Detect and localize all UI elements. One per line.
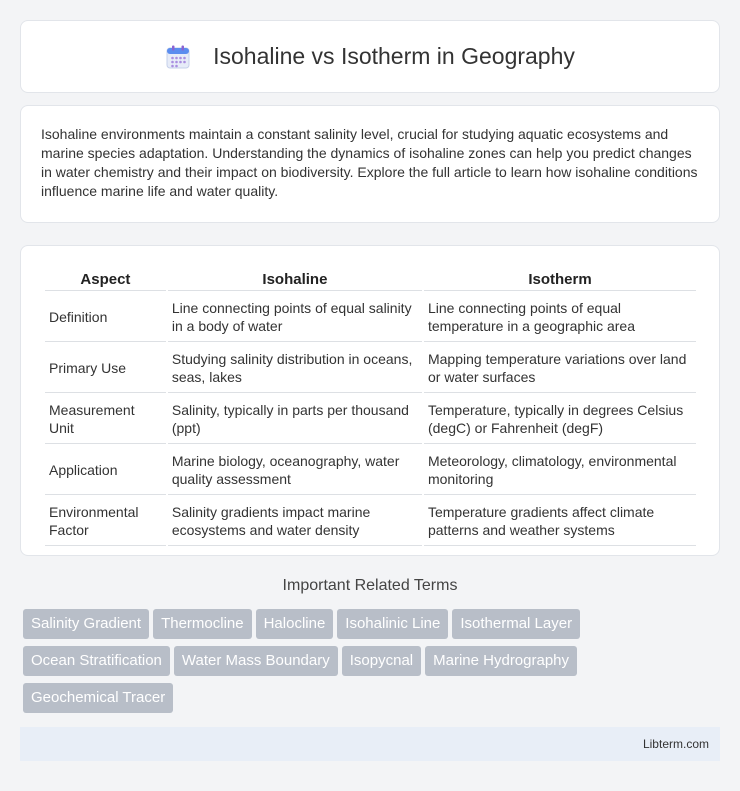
header-isohaline: Isohaline [168,268,422,291]
row-aspect: Application [45,446,166,495]
related-terms-title: Important Related Terms [282,577,458,594]
page-title: Isohaline vs Isotherm in Geography [213,43,575,69]
row-isohaline: Salinity gradients impact marine ecosystems and water density [168,497,422,546]
table-row [45,344,696,393]
row-isohaline: Marine biology, oceanography, water quality assessment [168,446,422,495]
row-isotherm: Temperature gradients affect climate patterns and weather systems [424,497,696,546]
header-card [20,20,720,93]
table-row [45,446,696,495]
footer [20,727,720,761]
term-tag[interactable]: Geochemical Tracer [23,683,173,713]
header-aspect: Aspect [45,268,166,291]
row-aspect: Primary Use [45,344,166,393]
comparison-card [20,245,720,556]
term-tag[interactable]: Isohalinic Line [337,609,448,639]
related-terms-list [23,609,723,720]
table-row [45,395,696,444]
table-header-row [45,268,696,291]
intro-card [20,105,720,223]
header-isotherm: Isotherm [424,268,696,291]
row-isotherm: Temperature, typically in degrees Celsius (degC) or Fahrenheit (degF) [424,395,696,444]
term-tag[interactable]: Marine Hydrography [425,646,577,676]
comparison-table [43,266,698,548]
calendar-icon [165,44,191,70]
row-aspect: Definition [45,293,166,342]
term-tag[interactable]: Thermocline [153,609,252,639]
row-aspect: Measurement Unit [45,395,166,444]
row-isohaline: Line connecting points of equal salinity in a body of water [168,293,422,342]
table-row [45,497,696,546]
row-isotherm: Line connecting points of equal temperature in a geographic area [424,293,696,342]
row-isotherm: Meteorology, climatology, environmental monitoring [424,446,696,495]
table-row [45,293,696,342]
term-tag[interactable]: Halocline [256,609,334,639]
term-tag[interactable]: Water Mass Boundary [174,646,338,676]
row-aspect: Environmental Factor [45,497,166,546]
row-isotherm: Mapping temperature variations over land or water surfaces [424,344,696,393]
row-isohaline: Studying salinity distribution in oceans, seas, lakes [168,344,422,393]
row-isohaline: Salinity, typically in parts per thousand (ppt) [168,395,422,444]
term-tag[interactable]: Isothermal Layer [452,609,580,639]
term-tag[interactable]: Salinity Gradient [23,609,149,639]
intro-text: Isohaline environments maintain a constant salinity level, crucial for studying aquatic ecosystems and marine species adaptation. Understanding the dynamics of isohaline zones can help you predict changes in water chemistry and their impact on biodiversity. Explore the full article to learn how isohaline conditions influence marine life and water quality. [41,126,698,199]
term-tag[interactable]: Ocean Stratification [23,646,170,676]
term-tag[interactable]: Isopycnal [342,646,421,676]
footer-brand-link[interactable]: Libterm.com [642,737,709,751]
